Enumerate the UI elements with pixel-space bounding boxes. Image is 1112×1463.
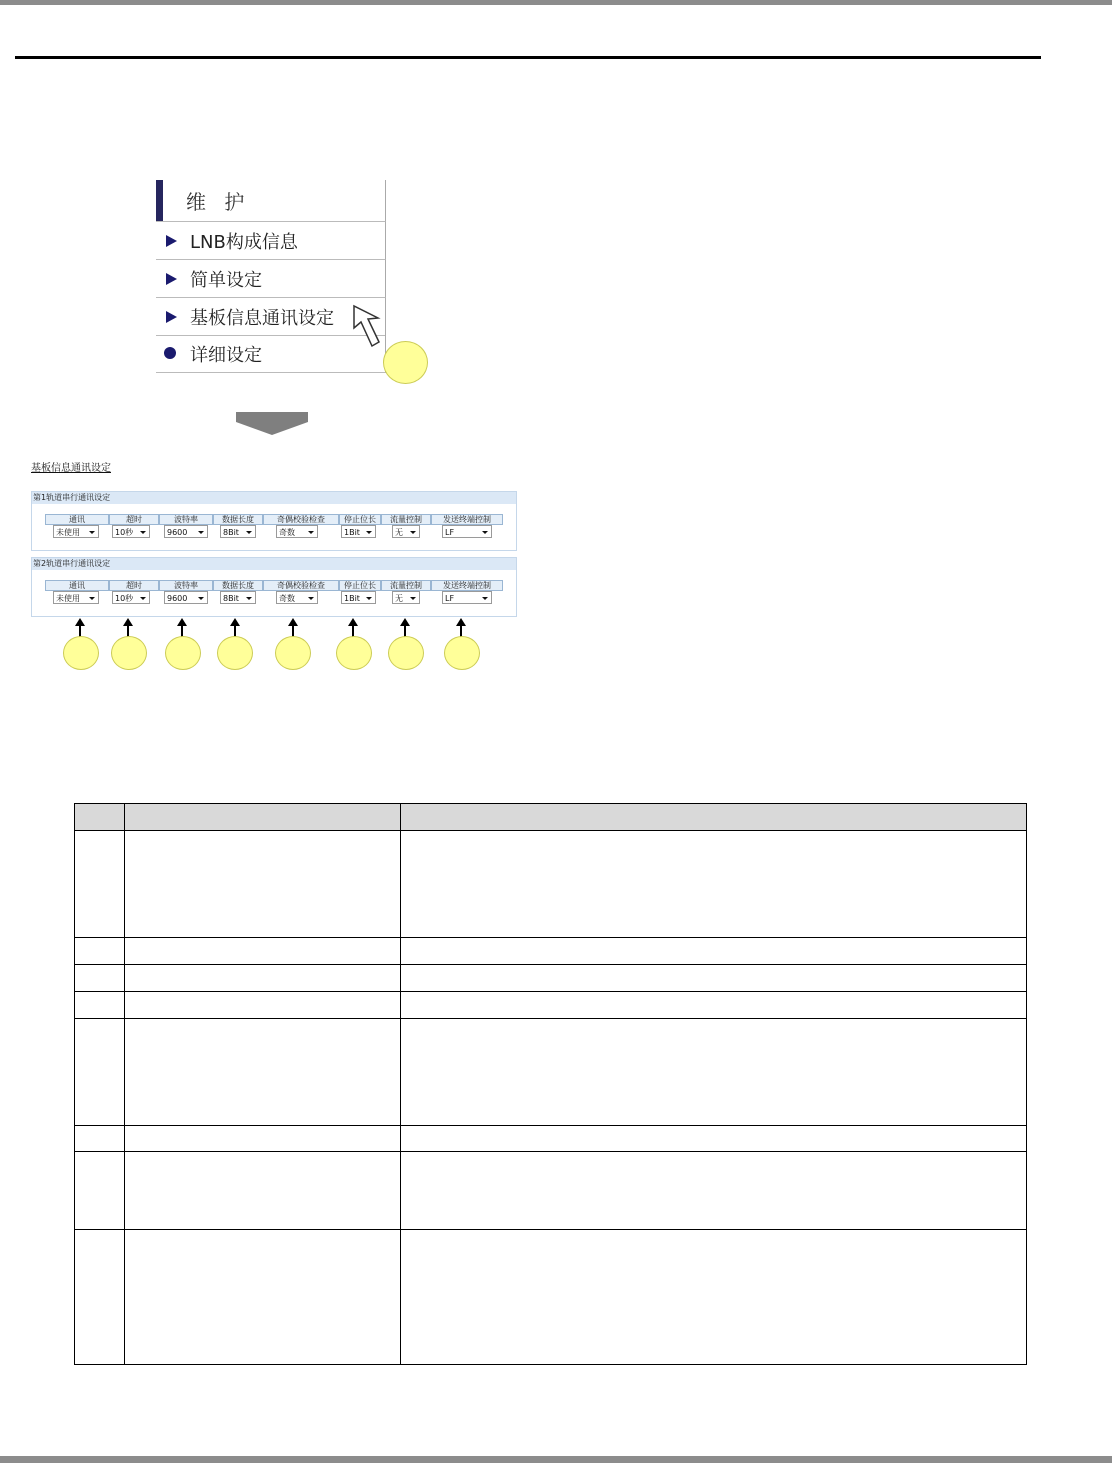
table-row [75,831,1027,938]
dropdown-arrow-icon [140,597,146,600]
baud-rate-select[interactable]: 9600 [164,525,208,538]
dropdown-arrow-icon [482,531,488,534]
dropdown-arrow-icon [308,597,314,600]
stop-bit-select[interactable]: 1Bit [341,525,376,538]
dropdown-arrow-icon [198,597,204,600]
table-header-cell [75,804,125,831]
callout-circle [388,636,424,670]
callout-circle [217,636,253,670]
table-row [75,965,1027,992]
top-strip [0,0,1112,5]
table-row [75,1019,1027,1126]
dropdown-arrow-icon [482,597,488,600]
callout-circle [165,636,201,670]
dropdown-arrow-icon [308,531,314,534]
triangle-icon [166,311,177,323]
dropdown-arrow-icon [89,597,95,600]
panel-title: 第2轨道串行通讯设定 [32,558,516,570]
dot-icon [164,347,176,359]
menu-item-lnb-config[interactable] [156,222,386,260]
menu-item-label: 基板信息通讯设定 [190,308,334,329]
header-stop-bit: 停止位长 [339,514,381,525]
communication-select[interactable]: 未使用 [53,591,99,604]
timeout-select[interactable]: 10秒 [112,525,150,538]
serial-panel-track-1 [31,491,517,551]
menu-header-bar [156,180,163,221]
table-header-row [75,804,1027,831]
header-baud-rate: 波特率 [159,514,213,525]
header-parity: 奇偶校验检查 [263,514,339,525]
down-arrow-icon [236,412,308,436]
send-terminal-select[interactable]: LF [442,591,492,604]
header-data-length: 数据长度 [213,580,263,591]
communication-select[interactable]: 未使用 [53,525,99,538]
table-header-cell [401,804,1027,831]
dropdown-arrow-icon [410,597,416,600]
flow-control-select[interactable]: 无 [392,525,420,538]
parity-select[interactable]: 奇数 [276,525,318,538]
header-communication: 通讯 [45,580,109,591]
baud-rate-select[interactable]: 9600 [164,591,208,604]
dropdown-arrow-icon [246,531,252,534]
dropdown-arrow-icon [198,531,204,534]
panel-title: 第1轨道串行通讯设定 [32,492,516,504]
parity-select[interactable]: 奇数 [276,591,318,604]
callout-circle [63,636,99,670]
bottom-strip [0,1456,1112,1463]
callout-circle [383,341,428,384]
timeout-select[interactable]: 10秒 [112,591,150,604]
settings-table [74,803,1027,1365]
callout-circle [111,636,147,670]
serial-panel-track-2 [31,557,517,617]
header-parity: 奇偶校验检查 [263,580,339,591]
header-send-terminal: 发送终端控制 [431,580,503,591]
menu-title: 维 护 [186,190,251,214]
dropdown-arrow-icon [366,531,372,534]
dropdown-arrow-icon [140,531,146,534]
header-flow-control: 流量控制 [381,580,431,591]
stop-bit-select[interactable]: 1Bit [341,591,376,604]
header-data-length: 数据长度 [213,514,263,525]
menu-item-label: 简单设定 [190,270,262,291]
send-terminal-select[interactable]: LF [442,525,492,538]
table-header-cell [125,804,401,831]
table-row [75,938,1027,965]
form-title: 基板信息通讯设定 [31,463,111,474]
data-length-select[interactable]: 8Bit [220,525,256,538]
callout-circle [275,636,311,670]
dropdown-arrow-icon [246,597,252,600]
table-row [75,1126,1027,1152]
table-row [75,992,1027,1019]
dropdown-arrow-icon [89,531,95,534]
triangle-icon [166,235,177,247]
callout-circle [444,636,480,670]
dropdown-arrow-icon [410,531,416,534]
table-row [75,1230,1027,1365]
table-row [75,1152,1027,1230]
menu-item-simple-settings[interactable] [156,260,386,298]
triangle-icon [166,273,177,285]
callout-circle [336,636,372,670]
header-flow-control: 流量控制 [381,514,431,525]
header-timeout: 超时 [109,514,159,525]
header-timeout: 超时 [109,580,159,591]
header-send-terminal: 发送终端控制 [431,514,503,525]
menu-item-label: 详细设定 [190,345,262,366]
data-length-select[interactable]: 8Bit [220,591,256,604]
header-rule [15,56,1041,59]
menu-header [156,180,386,222]
dropdown-arrow-icon [366,597,372,600]
header-stop-bit: 停止位长 [339,580,381,591]
flow-control-select[interactable]: 无 [392,591,420,604]
header-baud-rate: 波特率 [159,580,213,591]
header-communication: 通讯 [45,514,109,525]
menu-item-label: LNB构成信息 [190,232,298,253]
